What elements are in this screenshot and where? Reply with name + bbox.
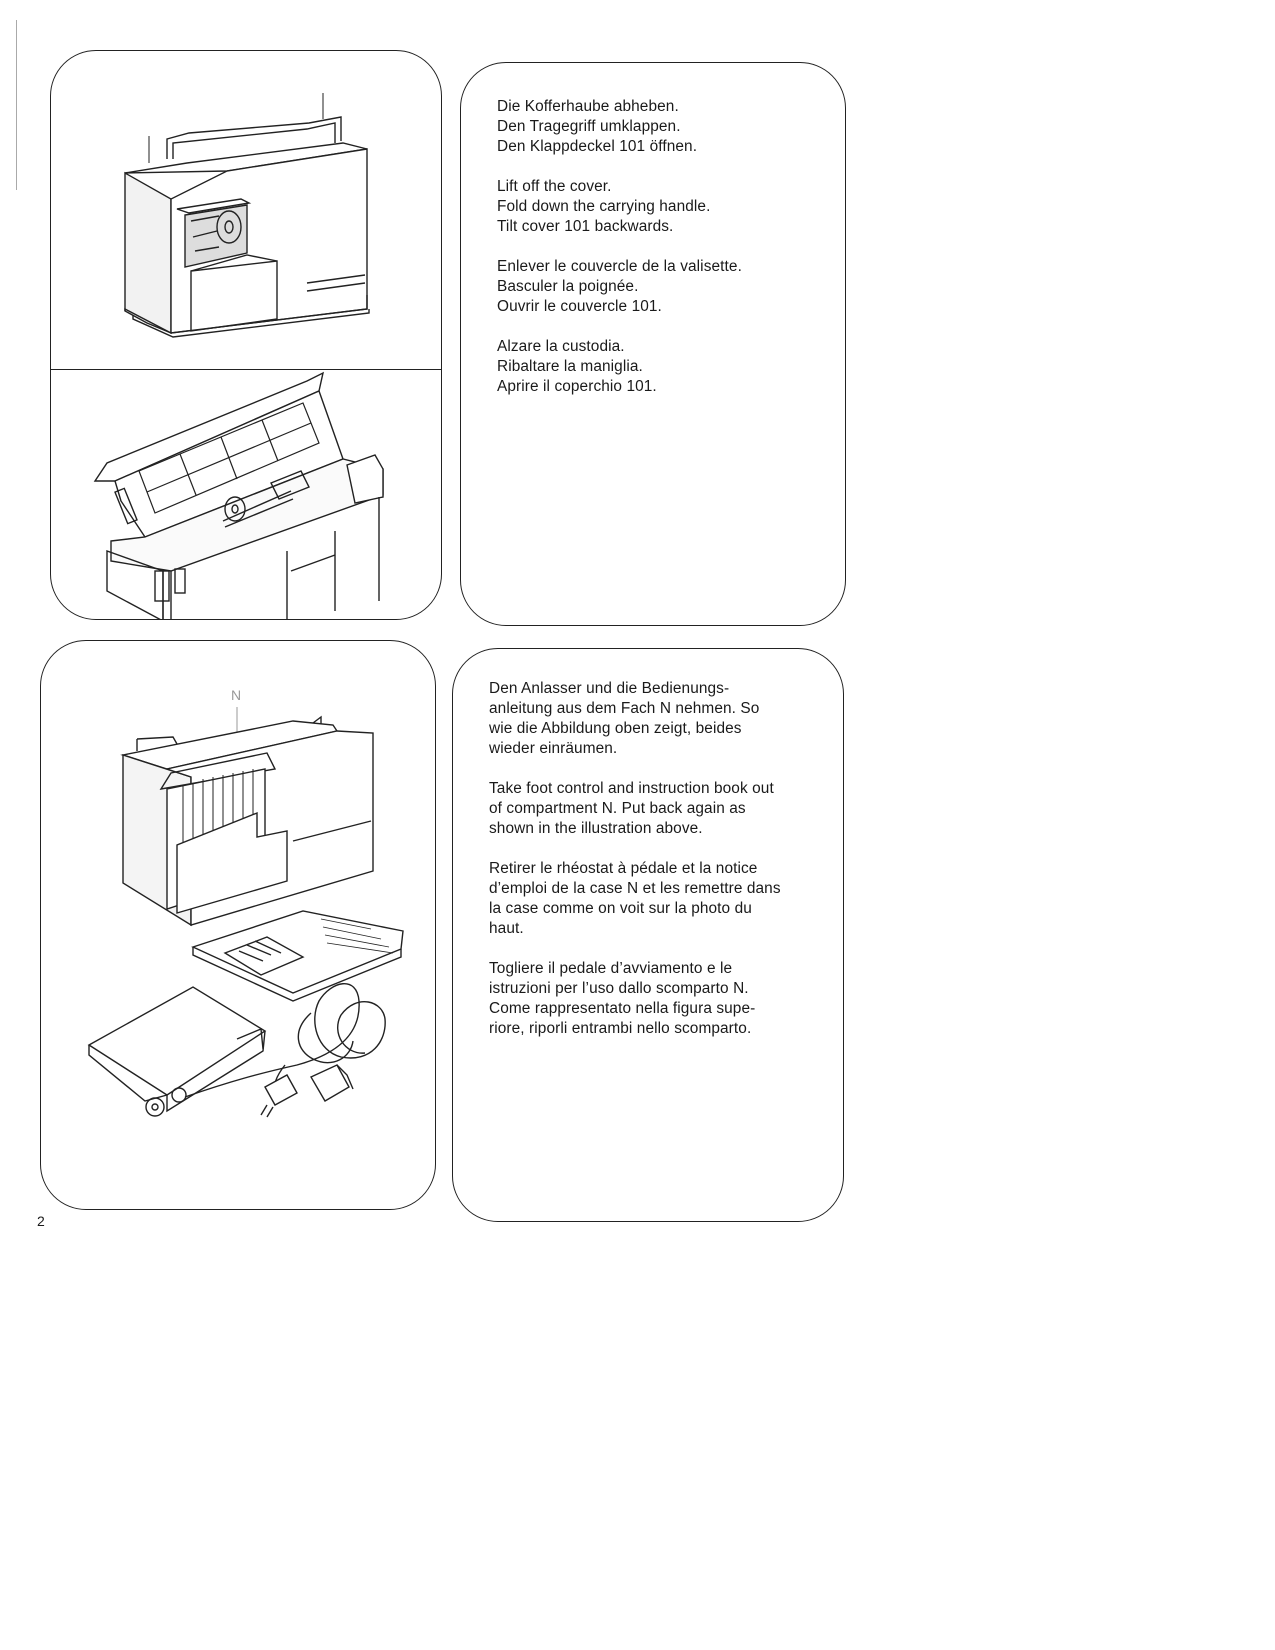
instruction-paragraph-en: [497, 177, 809, 237]
text-line: Den Klappdeckel 101 öffnen.: [497, 138, 698, 155]
compartment-label: N: [231, 687, 242, 703]
text-line: Fold down the carrying handle.: [497, 198, 711, 215]
text-line: Die Kofferhaube abheben.: [497, 98, 679, 115]
page-number: 2: [37, 1213, 45, 1229]
illustration-panel-bottom: [40, 640, 436, 1210]
sewing-machine-case-compartment-illustration: [41, 641, 436, 1210]
text-line: Tilt cover 101 backwards.: [497, 218, 674, 235]
illustration-panel-top: [50, 50, 442, 620]
text-line: Come rappresentato nella figura supe-: [489, 1000, 756, 1017]
text-line: Enlever le couvercle de la valisette.: [497, 258, 742, 275]
text-line: Alzare la custodia.: [497, 338, 625, 355]
text-line: Aprire il coperchio 101.: [497, 378, 657, 395]
scan-mark: [16, 20, 17, 190]
text-line: Ribaltare la maniglia.: [497, 358, 643, 375]
instruction-paragraph-de: [489, 679, 807, 759]
instruction-panel-cover: [460, 62, 846, 626]
text-line: Lift off the cover.: [497, 178, 612, 195]
instruction-panel-compartment: [452, 648, 844, 1222]
text-line: wie die Abbildung oben zeigt, beides: [489, 720, 742, 737]
text-line: istruzioni per l’uso dallo scomparto N.: [489, 980, 749, 997]
instruction-paragraph-it: [497, 337, 809, 397]
text-line: Den Anlasser und die Bedienungs-: [489, 680, 730, 697]
instruction-paragraph-en: [489, 779, 807, 839]
instruction-paragraph-fr: [497, 257, 809, 317]
text-line: Take foot control and instruction book out: [489, 780, 774, 797]
text-line: d’emploi de la case N et les remettre dans: [489, 880, 781, 897]
instruction-paragraph-de: [497, 97, 809, 157]
instruction-paragraph-fr: [489, 859, 807, 939]
text-line: Retirer le rhéostat à pédale et la notice: [489, 860, 758, 877]
text-line: Basculer la poignée.: [497, 278, 639, 295]
text-line: shown in the illustration above.: [489, 820, 703, 837]
text-line: Den Tragegriff umklappen.: [497, 118, 681, 135]
instruction-paragraph-it: [489, 959, 807, 1039]
sewing-machine-open-cover-illustration: [51, 51, 442, 620]
text-line: Togliere il pedale d’avviamento e le: [489, 960, 733, 977]
text-line: riore, riporli entrambi nello scomparto.: [489, 1020, 752, 1037]
text-line: of compartment N. Put back again as: [489, 800, 746, 817]
text-line: wieder einräumen.: [489, 740, 618, 757]
text-line: anleitung aus dem Fach N nehmen. So: [489, 700, 760, 717]
text-line: haut.: [489, 920, 524, 937]
text-line: la case comme on voit sur la photo du: [489, 900, 752, 917]
text-line: Ouvrir le couvercle 101.: [497, 298, 662, 315]
